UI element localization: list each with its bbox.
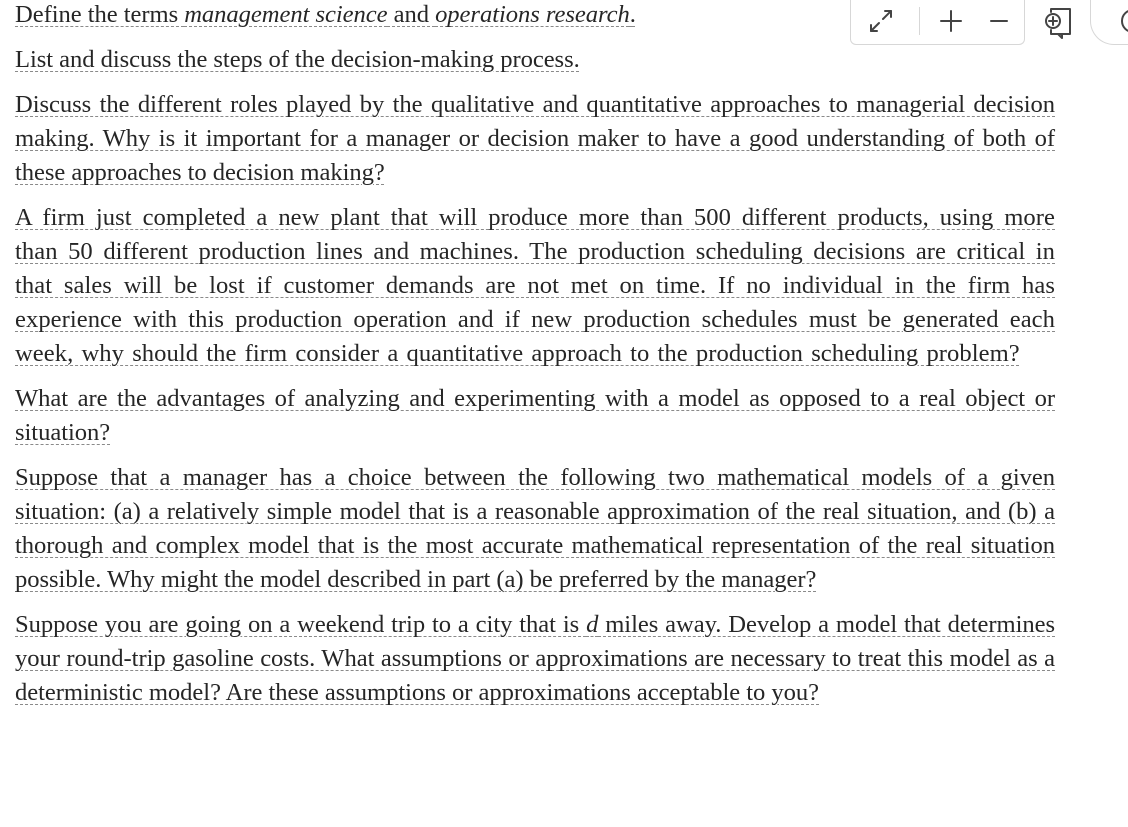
question-6: Suppose that a manager has a choice between the following two mathematical models of a given situation: (a) a relatively simple model that is a reasonable approximation of the real situation, and (b) a thorough and complex model that is the most accurate mathematical representation of the real situation possible. Why might the model described in part (a) be preferred by the manager? xyxy=(15,464,1055,593)
viewer-toolbar xyxy=(850,0,1128,46)
question-7 xyxy=(15,608,1055,710)
export-icon xyxy=(1040,3,1078,41)
question-2: List and discuss the steps of the decision-making process. xyxy=(15,46,580,73)
expand-button[interactable] xyxy=(855,0,907,43)
term-management-science: management science xyxy=(184,1,388,28)
question-7-text: Suppose you are going on a weekend trip to a city that is xyxy=(15,611,587,638)
variable-d: d xyxy=(586,611,599,638)
question-4: A firm just completed a new plant that will produce more than 500 different products, using more than 50 different production lines and machines. The production scheduling decisions are critical in that sales will be lost if customer demands are not met on time. If no individual in the firm has experience with this production operation and if new production schedules must be generated each week, why should the firm consider a quantitative approach to the production scheduling problem? xyxy=(15,204,1055,367)
question-1-text-middle: and xyxy=(387,1,436,28)
zoom-out-button[interactable] xyxy=(977,0,1021,43)
term-operations-research: operations research xyxy=(435,1,630,28)
question-1-text-end: . xyxy=(629,1,636,28)
circle-button[interactable] xyxy=(1090,0,1128,45)
question-5: What are the advantages of analyzing and experimenting with a model as opposed to a real object or situation? xyxy=(15,385,1055,446)
zoom-out-icon xyxy=(985,7,1013,35)
zoom-in-button[interactable] xyxy=(929,0,973,43)
expand-arrows-icon xyxy=(866,6,896,36)
toolbar-separator xyxy=(919,7,920,35)
toolbar-group xyxy=(850,0,1025,45)
question-1-text: Define the terms xyxy=(15,1,185,28)
export-button[interactable] xyxy=(1037,0,1081,44)
circle-button-icon xyxy=(1113,1,1128,41)
zoom-in-icon xyxy=(937,7,965,35)
question-3: Discuss the different roles played by the qualitative and quantitative approaches to managerial decision making. Why is it important for a manager or decision maker to have a good understanding of both of these approaches to decision making? xyxy=(15,91,1055,186)
question-7-text-end: miles away. Develop a model that determines your round-trip gasoline costs. What assumptions or approximations are necessary to treat this model as a deterministic model? Are these assumptions or approximations acceptable to you? xyxy=(15,611,1055,706)
document-body xyxy=(15,0,1055,721)
